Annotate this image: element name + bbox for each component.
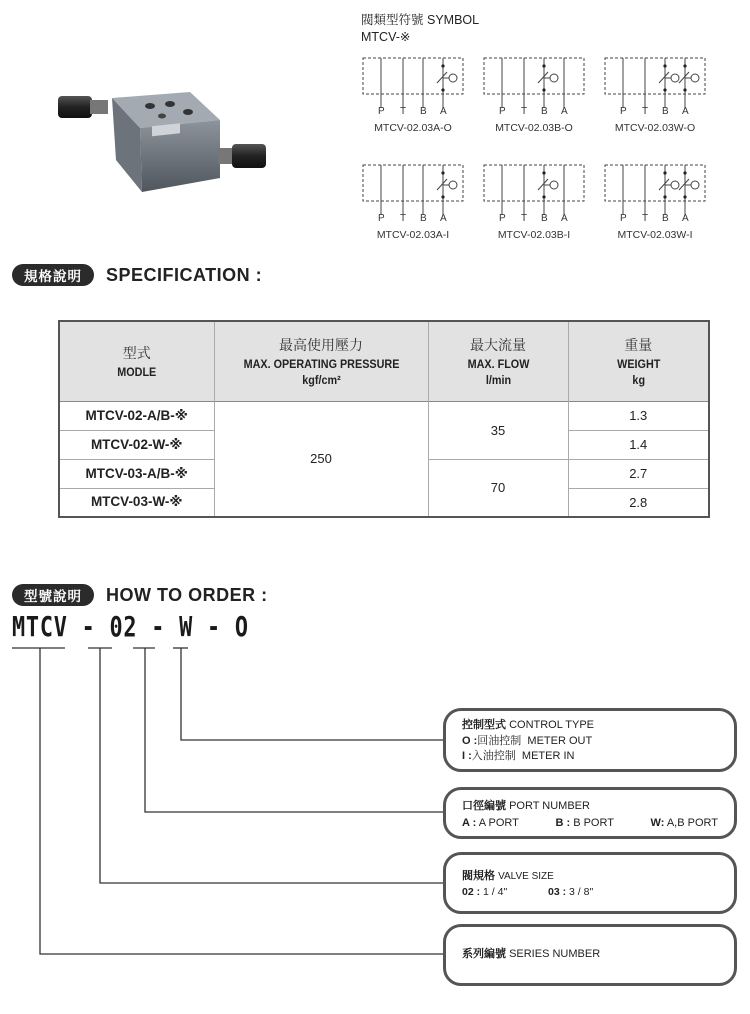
- port-label: A: [682, 106, 689, 117]
- port-label: P: [378, 106, 385, 117]
- port-label: P: [499, 213, 506, 224]
- control-type-box: 控制型式 CONTROL TYPE O :回油控制 METER OUT I :入油控制 METER IN: [443, 708, 737, 772]
- port-label: T: [400, 213, 407, 224]
- port-label: A: [440, 213, 447, 224]
- spec-pill: 規格說明: [12, 264, 94, 286]
- port-label: B: [662, 213, 669, 224]
- flow-value-02: 35: [428, 401, 568, 459]
- port-label: P: [620, 213, 627, 224]
- port-label: A: [561, 106, 568, 117]
- symbol-title-en: SYMBOL: [427, 13, 480, 27]
- symbol-title-zh: 閥類型符號: [361, 13, 424, 27]
- header-weight: 重量 WEIGHT kg: [568, 321, 709, 401]
- port-label: B: [420, 213, 427, 224]
- symbol-caption: MTCV-02.03A-O: [374, 122, 452, 134]
- port-label: P: [499, 106, 506, 117]
- table-row-model: MTCV-03-W-※: [59, 488, 214, 517]
- weight-value: 1.3: [568, 401, 709, 430]
- spec-title: SPECIFICATION :: [106, 264, 263, 285]
- pressure-value: 250: [214, 401, 428, 517]
- port-label: B: [541, 213, 548, 224]
- port-label: T: [642, 213, 649, 224]
- port-label: P: [378, 213, 385, 224]
- table-row-model: MTCV-03-A/B-※: [59, 459, 214, 488]
- table-row-model: MTCV-02-A/B-※: [59, 401, 214, 430]
- weight-value: 2.8: [568, 488, 709, 517]
- port-label: P: [620, 106, 627, 117]
- port-label: T: [521, 213, 528, 224]
- symbol-caption: MTCV-02.03A-I: [376, 229, 450, 241]
- port-label: A: [440, 106, 447, 117]
- order-pill: 型號說明: [12, 584, 94, 606]
- port-number-box: 口徑編號 PORT NUMBER A : A PORT B : B PORT W: A,B PORT: [443, 787, 737, 839]
- header-pressure: 最高使用壓力 MAX. OPERATING PRESSURE kgf/cm²: [214, 321, 428, 401]
- table-row-model: MTCV-02-W-※: [59, 430, 214, 459]
- symbol-caption: MTCV-02.03B-I: [497, 229, 571, 241]
- port-label: A: [561, 213, 568, 224]
- order-title: HOW TO ORDER :: [106, 584, 268, 605]
- symbol-caption: MTCV-02.03W-O: [614, 122, 696, 134]
- valve-size-box: 閥規格 VALVE SIZE 02 : 1 / 4" 03 : 3 / 8": [443, 852, 737, 914]
- weight-value: 1.4: [568, 430, 709, 459]
- port-label: B: [662, 106, 669, 117]
- port-label: T: [642, 106, 649, 117]
- header-model: 型式 MODLE: [59, 321, 214, 401]
- series-number-box: 系列編號 SERIES NUMBER: [443, 924, 737, 986]
- port-label: T: [521, 106, 528, 117]
- port-label: T: [400, 106, 407, 117]
- port-label: A: [682, 213, 689, 224]
- port-label: B: [420, 106, 427, 117]
- symbol-caption: MTCV-02.03W-I: [617, 229, 693, 241]
- order-code: MTCV - 02 - W - O: [12, 610, 249, 643]
- port-label: B: [541, 106, 548, 117]
- symbol-model: MTCV-※: [361, 30, 411, 44]
- weight-value: 2.7: [568, 459, 709, 488]
- header-flow: 最大流量 MAX. FLOW l/min: [428, 321, 568, 401]
- symbol-caption: MTCV-02.03B-O: [495, 122, 573, 134]
- flow-value-03: 70: [428, 459, 568, 517]
